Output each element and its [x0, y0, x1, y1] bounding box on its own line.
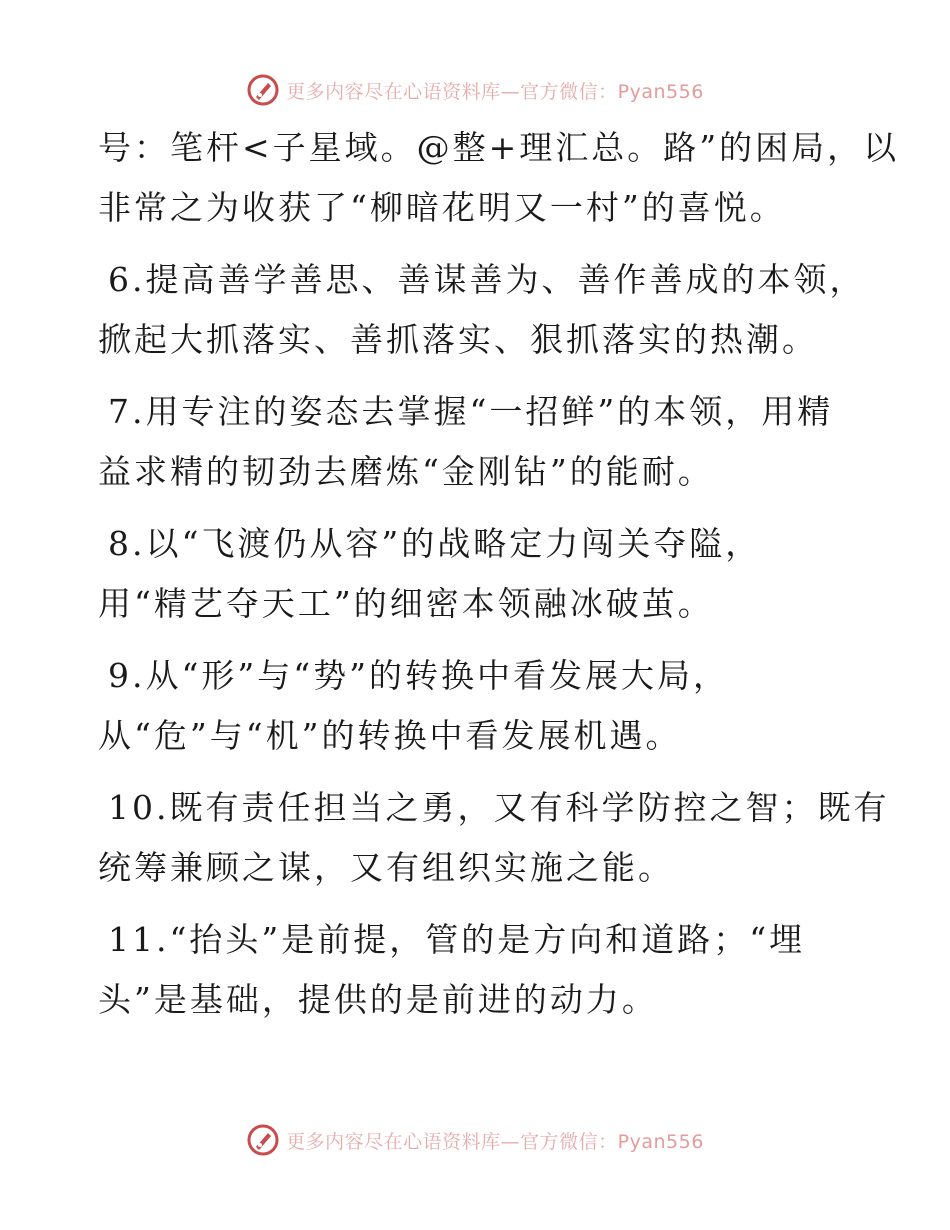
watermark-text: 更多内容尽在心语资料库—官方微信：Pyan556	[286, 80, 704, 103]
paragraph	[98, 646, 858, 766]
document-body	[98, 118, 900, 1030]
pen-nib-circle-icon	[246, 73, 280, 107]
text-line: 10.既有责任担当之勇，又有科学防控之智；既有	[108, 788, 890, 827]
text-line: 6.提高善学善思、善谋善为、善作善成的本领，	[108, 260, 866, 299]
paragraph	[98, 778, 890, 898]
paragraph	[98, 118, 900, 238]
footer-watermark	[0, 1120, 950, 1160]
text-line: 9.从“形”与“势”的转换中看发展大局，	[108, 656, 729, 695]
watermark-id: Pyan556	[617, 80, 704, 103]
watermark-text: 更多内容尽在心语资料库—官方微信：Pyan556	[286, 1130, 704, 1153]
text-line: 掀起大抓落实、善抓落实、狠抓落实的热潮。	[98, 320, 818, 359]
paragraph	[98, 910, 858, 1030]
paragraph	[98, 250, 866, 370]
text-line: 益求精的韧劲去磨炼“金刚钻”的能耐。	[98, 452, 714, 491]
pen-nib-circle-icon	[246, 1123, 280, 1157]
paragraph	[98, 514, 858, 634]
text-line: 7.用专注的姿态去掌握“一招鲜”的本领，用精	[108, 392, 834, 431]
header-watermark	[0, 70, 950, 110]
text-line: 号：笔杆<子星域。@整+理汇总。路”的困局，以	[98, 128, 900, 167]
text-line: 11.“抬头”是前提，管的是方向和道路；“埋	[108, 920, 806, 959]
text-line: 用“精艺夺天工”的细密本领融冰破茧。	[98, 584, 714, 623]
text-line: 非常之为收获了“柳暗花明又一村”的喜悦。	[98, 188, 786, 227]
text-line: 统筹兼顾之谋，又有组织实施之能。	[98, 848, 674, 887]
text-line: 头”是基础，提供的是前进的动力。	[98, 980, 658, 1019]
text-line: 从“危”与“机”的转换中看发展机遇。	[98, 716, 682, 755]
watermark-id: Pyan556	[617, 1130, 704, 1153]
paragraph	[98, 382, 858, 502]
text-line: 8.以“飞渡仍从容”的战略定力闯关夺隘，	[108, 524, 762, 563]
